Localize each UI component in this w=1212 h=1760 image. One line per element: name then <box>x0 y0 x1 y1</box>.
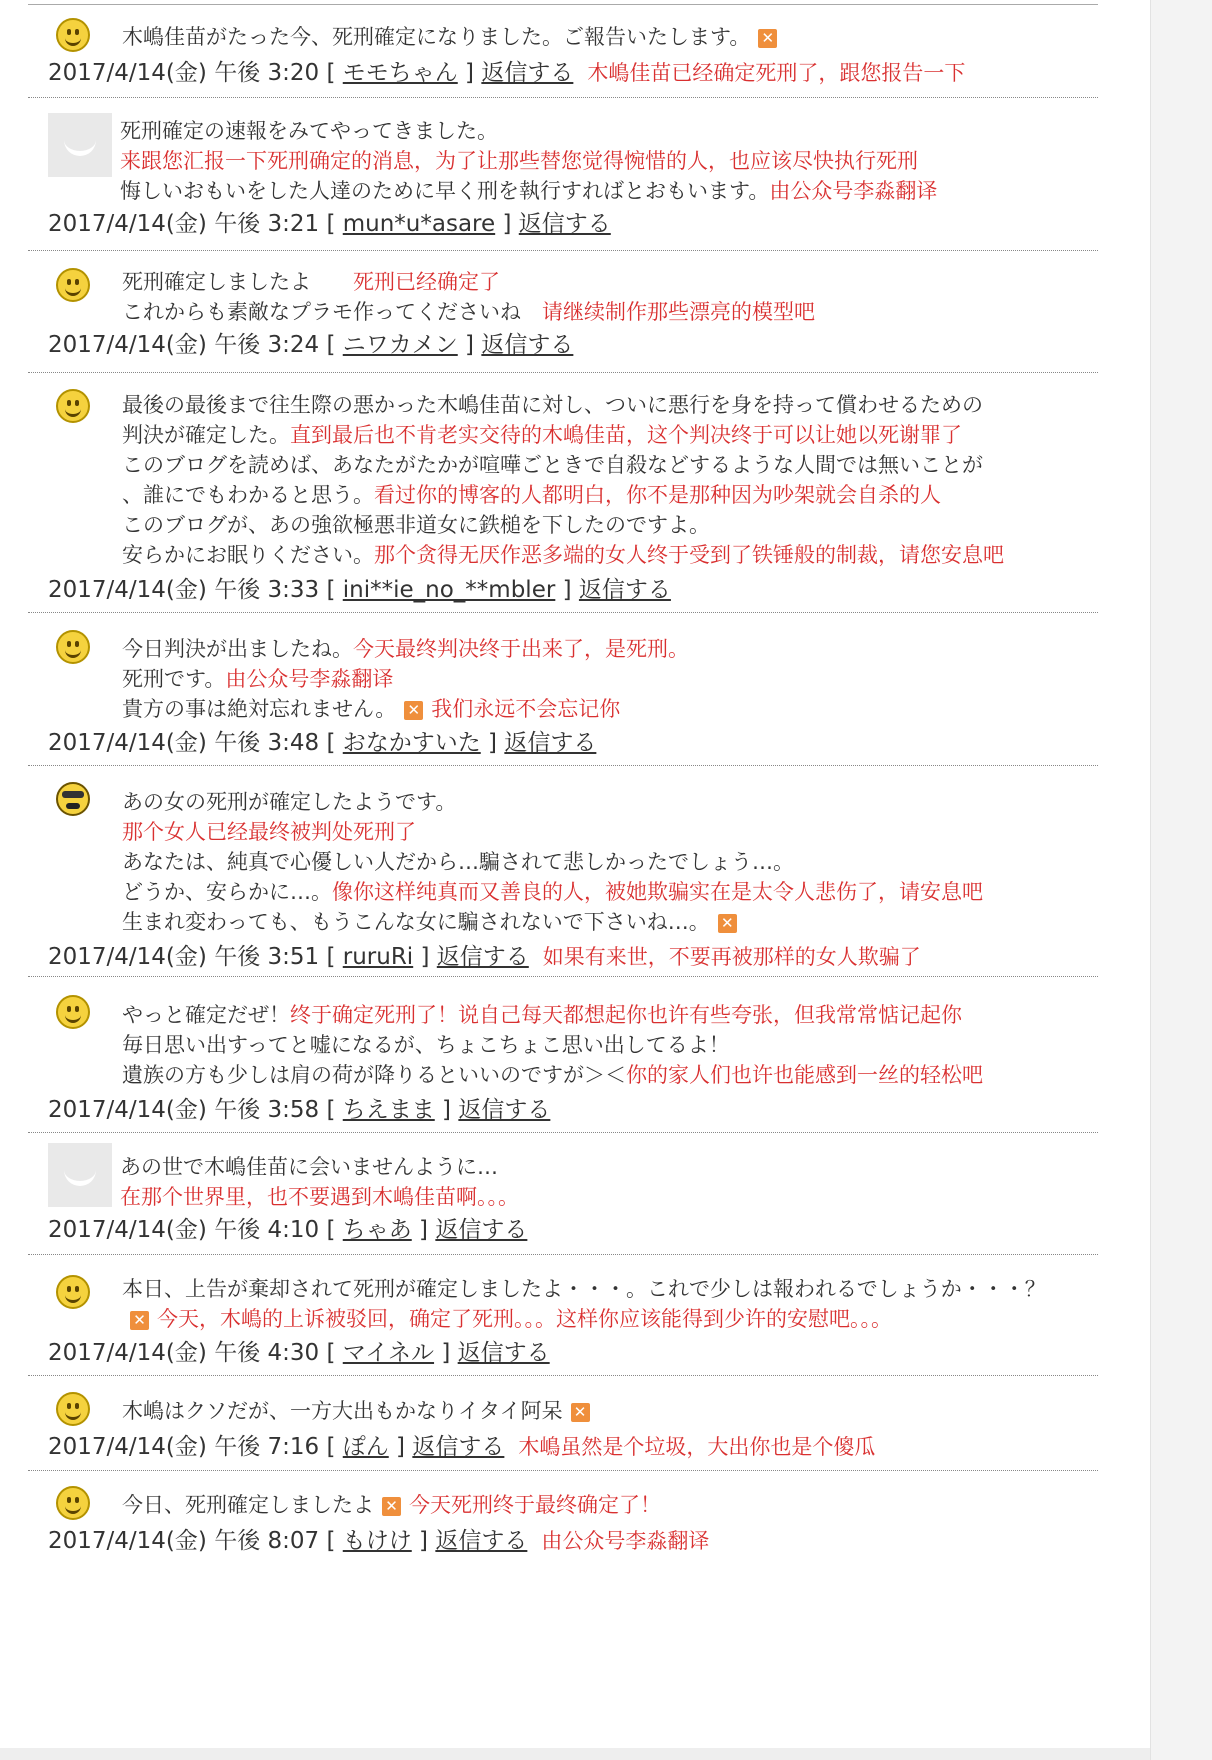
comment-text-line <box>122 480 941 510</box>
reply-link[interactable]: 返信する <box>458 1097 551 1123</box>
translation-text: 那个贪得无厌作恶多端的女人终于受到了铁锤般的制裁，请您安息吧 <box>374 543 1004 567</box>
comment-meta <box>48 1095 550 1125</box>
comment-text-line <box>122 1274 1046 1304</box>
comment-date: 2017/4/14(金) 午後 3:51 [ <box>48 944 343 970</box>
comment-text: 、誰にでもわかると思う。 <box>122 483 374 507</box>
comment-text: このブログが、あの強欲極悪非道女に鉄槌を下したのですよ。 <box>122 513 710 537</box>
comment-text: どうか、安らかに…。 <box>122 880 332 904</box>
comment-date: 2017/4/14(金) 午後 3:24 [ <box>48 332 343 358</box>
comment-text-line <box>122 1490 661 1520</box>
comment-divider <box>28 97 1098 98</box>
comment-text: このブログを読めば、あなたがたかが喧嘩ごときで自殺などするような人間では無いことが <box>122 453 983 477</box>
broken-image-icon: ✕ <box>758 29 777 48</box>
comment-text-line <box>122 694 620 724</box>
translation-text: 今天最终判决终于出来了，是死刑。 <box>353 637 689 661</box>
comment-divider <box>28 250 1098 251</box>
smiley-mouth-icon <box>65 1291 81 1303</box>
translation-text: 像你这样纯真而又善良的人，被她欺骗实在是太令人悲伤了，请安息吧 <box>332 880 983 904</box>
bottom-strip <box>0 1748 1150 1760</box>
comment-divider <box>28 976 1098 977</box>
translation-text: 你的家人们也许也能感到一丝的轻松吧 <box>626 1063 983 1087</box>
comment-text: これからも素敵なプラモ作ってくださいね <box>122 300 542 324</box>
commenter-name-link[interactable]: モモちゃん <box>342 60 458 86</box>
comment-text-line <box>122 1396 598 1426</box>
comment-text: 死刑確定の速報をみてやってきました。 <box>120 119 498 143</box>
commenter-name-link[interactable]: もけけ <box>342 1528 412 1554</box>
commenter-name-link[interactable]: マイネル <box>342 1340 435 1366</box>
comment-meta <box>48 1338 550 1368</box>
translation-text: 那个女人已经最终被判处死刑了 <box>122 820 416 844</box>
reply-link[interactable]: 返信する <box>435 1217 528 1243</box>
comment-meta <box>48 1215 527 1245</box>
reply-link[interactable]: 返信する <box>436 944 529 970</box>
smiley-mouth-icon <box>65 34 81 46</box>
comment-divider <box>28 1375 1098 1376</box>
reply-link[interactable]: 返信する <box>435 1528 528 1554</box>
comment-text-line <box>122 450 983 480</box>
smiley-face-icon <box>56 268 90 302</box>
meta-bracket: ] <box>457 60 482 86</box>
smiley-mouth-icon <box>65 405 81 417</box>
translation-text: 死刑已经确定了 <box>353 270 500 294</box>
comment-text-line <box>122 297 815 327</box>
reply-link[interactable]: 返信する <box>518 211 611 237</box>
comment-text-line <box>122 847 794 877</box>
commenter-name-link[interactable]: ちえまま <box>342 1097 435 1123</box>
translation-text: 由公众号李淼翻译 <box>225 667 394 691</box>
meta-bracket: ] <box>411 1217 436 1243</box>
translation-text: 终于确定死刑了！说自己每天都想起你也许有些夸张，但我常常惦记起你 <box>290 1003 962 1027</box>
reply-link[interactable]: 返信する <box>504 730 597 756</box>
smiley-face-icon <box>56 18 90 52</box>
comment-text: 悔しいおもいをした人達のために早く刑を執行すればとおもいます。 <box>120 179 770 203</box>
translation-text: 直到最后也不肯老实交待的木嶋佳苗，这个判决终于可以让她以死谢罪了 <box>290 423 962 447</box>
reply-link[interactable]: 返信する <box>481 332 574 358</box>
comment-text: 遺族の方も少しは肩の荷が降りるといいのですが＞＜ <box>122 1063 626 1087</box>
comment-text: 毎日思い出すってと嘘になるが、ちょこちょこ思い出してるよ！ <box>122 1033 730 1057</box>
smiley-face-icon <box>56 1392 90 1426</box>
comment-date: 2017/4/14(金) 午後 3:58 [ <box>48 1097 343 1123</box>
broken-image-icon: ✕ <box>382 1497 401 1516</box>
reply-link[interactable]: 返信する <box>578 577 671 603</box>
default-avatar-face-icon <box>64 129 96 156</box>
comment-text-line <box>122 1060 983 1090</box>
smiley-face-icon <box>56 389 90 423</box>
comment-text: 今日、死刑確定しましたよ <box>122 1493 374 1517</box>
smiley-mouth-icon <box>65 646 81 658</box>
smiley-face-icon <box>56 630 90 664</box>
comment-date: 2017/4/14(金) 午後 7:16 [ <box>48 1434 343 1460</box>
broken-image-icon: ✕ <box>571 1403 590 1422</box>
comment-divider <box>28 612 1098 613</box>
comment-text: 最後の最後まで往生際の悪かった木嶋佳苗に対し、ついに悪行を身を持って償わせるための <box>122 393 983 417</box>
comment-text-line <box>122 390 983 420</box>
comment-divider <box>28 372 1098 373</box>
reply-link[interactable]: 返信する <box>457 1340 550 1366</box>
comment-text: あなたは、純真で心優しい人だから…騙されて悲しかったでしょう…。 <box>122 850 794 874</box>
commenter-name-link[interactable]: おなかすいた <box>342 730 481 756</box>
reply-link[interactable]: 返信する <box>481 60 574 86</box>
comment-text: 木嶋はクソだが、一方大出もかなりイタイ阿呆 <box>122 1399 563 1423</box>
meta-bracket: ] <box>495 211 519 237</box>
comment-text-line <box>120 1152 498 1182</box>
comment-text: やっと確定だぜ！ <box>122 1003 290 1027</box>
comment-text: 安らかにお眠りください。 <box>122 543 374 567</box>
translation-text: 由公众号李淼翻译 <box>769 179 938 203</box>
translation-text: 木嶋佳苗已经确定死刑了，跟您报告一下 <box>587 61 966 85</box>
comment-text-line <box>120 176 937 206</box>
translation-text: 今天，木嶋的上诉被驳回，确定了死刑。。。这样你应该能得到少许的安慰吧。。。 <box>157 1307 892 1331</box>
comment-text-line <box>122 907 745 937</box>
smiley-mouth-icon <box>65 1408 81 1420</box>
comment-date: 2017/4/14(金) 午後 4:30 [ <box>48 1340 343 1366</box>
comment-meta <box>48 942 921 972</box>
comment-date: 2017/4/14(金) 午後 4:10 [ <box>48 1217 343 1243</box>
translation-text: 请继续制作那些漂亮的模型吧 <box>542 300 815 324</box>
default-avatar-icon <box>48 113 112 177</box>
meta-bracket: ] <box>555 577 579 603</box>
comment-divider <box>28 1470 1098 1471</box>
meta-bracket: ] <box>434 1097 459 1123</box>
smiley-mouth-icon <box>65 1011 81 1023</box>
comment-text: あの女の死刑が確定したようです。 <box>122 790 457 814</box>
comment-text-line <box>122 1030 730 1060</box>
smiley-mouth-icon <box>65 1502 81 1514</box>
comment-text-line <box>122 787 456 817</box>
comment-text-line <box>122 540 1004 570</box>
top-divider <box>28 4 1098 5</box>
broken-image-icon: ✕ <box>130 1311 149 1330</box>
meta-bracket: ] <box>480 730 505 756</box>
smiley-mouth-icon <box>65 284 81 296</box>
comment-text: あの世で木嶋佳苗に会いませんように… <box>120 1155 498 1179</box>
comment-text-line <box>120 116 498 146</box>
translation-text: 由公众号李淼翻译 <box>541 1529 710 1553</box>
comment-text: 生まれ変わっても、もうこんな女に騙されないで下さいね…。 <box>122 910 710 934</box>
comment-text-line <box>122 267 500 297</box>
comment-text: 死刑です。 <box>122 667 226 691</box>
comment-text-line <box>122 634 689 664</box>
comment-meta <box>48 330 573 360</box>
commenter-name-link[interactable]: ちゃあ <box>342 1217 412 1243</box>
comment-text: 死刑確定しましたよ <box>122 270 353 294</box>
comment-date: 2017/4/14(金) 午後 8:07 [ <box>48 1528 343 1554</box>
commenter-name-link[interactable]: ぽん <box>342 1434 389 1460</box>
translation-text: 在那个世界里，也不要遇到木嶋佳苗啊。。。 <box>120 1185 519 1209</box>
comment-meta <box>48 575 671 605</box>
comment-text-line <box>120 1182 519 1212</box>
translation-text: 我们永远不会忘记你 <box>431 697 621 721</box>
comment-text: 木嶋佳苗がたった今、死刑確定になりました。ご報告いたします。 <box>122 25 751 49</box>
reply-link[interactable]: 返信する <box>412 1434 505 1460</box>
smiley-face-icon <box>56 995 90 1029</box>
comment-date: 2017/4/14(金) 午後 3:20 [ <box>48 60 343 86</box>
comment-text-line <box>122 877 983 907</box>
comment-date: 2017/4/14(金) 午後 3:33 [ <box>48 577 343 603</box>
comment-meta <box>48 728 596 758</box>
translation-text: 来跟您汇报一下死刑确定的消息，为了让那些替您觉得惋惜的人，也应该尽快执行死刑 <box>120 149 918 173</box>
comment-text: 判決が確定した。 <box>122 423 290 447</box>
comment-meta <box>48 209 611 239</box>
comment-text-line <box>122 664 393 694</box>
comment-text-line <box>122 510 710 540</box>
commenter-name-link[interactable]: ini**ie_no_**mbler <box>342 577 556 603</box>
comment-text: 今日判決が出ましたね。 <box>122 637 353 661</box>
comment-meta <box>48 1432 875 1462</box>
meta-bracket: ] <box>457 332 482 358</box>
comment-text-line <box>122 22 785 52</box>
comment-meta <box>48 1526 709 1556</box>
scrollbar-track[interactable] <box>1150 0 1212 1760</box>
comment-divider <box>28 1254 1098 1255</box>
comment-text-line <box>122 1000 962 1030</box>
translation-text: 看过你的博客的人都明白，你不是那种因为吵架就会自杀的人 <box>374 483 941 507</box>
meta-bracket: ] <box>413 944 437 970</box>
smiley-face-icon <box>56 1486 90 1520</box>
meta-bracket: ] <box>388 1434 413 1460</box>
sad-face-mouth-icon <box>66 803 80 809</box>
comment-text-line <box>122 420 962 450</box>
broken-image-icon: ✕ <box>404 701 423 720</box>
broken-image-icon: ✕ <box>718 914 737 933</box>
commenter-name-link[interactable]: ニワカメン <box>342 332 458 358</box>
meta-bracket: ] <box>411 1528 436 1554</box>
comment-text-line <box>122 817 416 847</box>
meta-bracket: ] <box>434 1340 458 1366</box>
default-avatar-icon <box>48 1143 112 1207</box>
comment-divider <box>28 1132 1098 1133</box>
default-avatar-face-icon <box>64 1159 96 1186</box>
comment-date: 2017/4/14(金) 午後 3:48 [ <box>48 730 343 756</box>
translation-text: 木嶋虽然是个垃圾，大出你也是个傻瓜 <box>518 1435 876 1459</box>
translation-text: 如果有来世，不要再被那样的女人欺骗了 <box>542 945 921 969</box>
translation-text: 今天死刑终于最终确定了！ <box>409 1493 661 1517</box>
comment-text: 貴方の事は絶対忘れません。 <box>122 697 397 721</box>
comment-meta <box>48 58 965 88</box>
commenter-name-link[interactable]: ruruRi <box>342 944 414 970</box>
comment-text: 本日、上告が棄却されて死刑が確定しましたよ・・・。これで少しは報われるでしょうか・・・？ <box>122 1277 1046 1301</box>
sad-face-band-icon <box>62 791 84 798</box>
smiley-face-icon <box>56 1275 90 1309</box>
comment-date: 2017/4/14(金) 午後 3:21 [ <box>48 211 343 237</box>
comment-divider <box>28 765 1098 766</box>
sad-face-icon <box>56 782 90 816</box>
comment-text-line <box>120 146 918 176</box>
commenter-name-link[interactable]: mun*u*asare <box>342 211 496 237</box>
comment-text-line <box>122 1304 892 1334</box>
